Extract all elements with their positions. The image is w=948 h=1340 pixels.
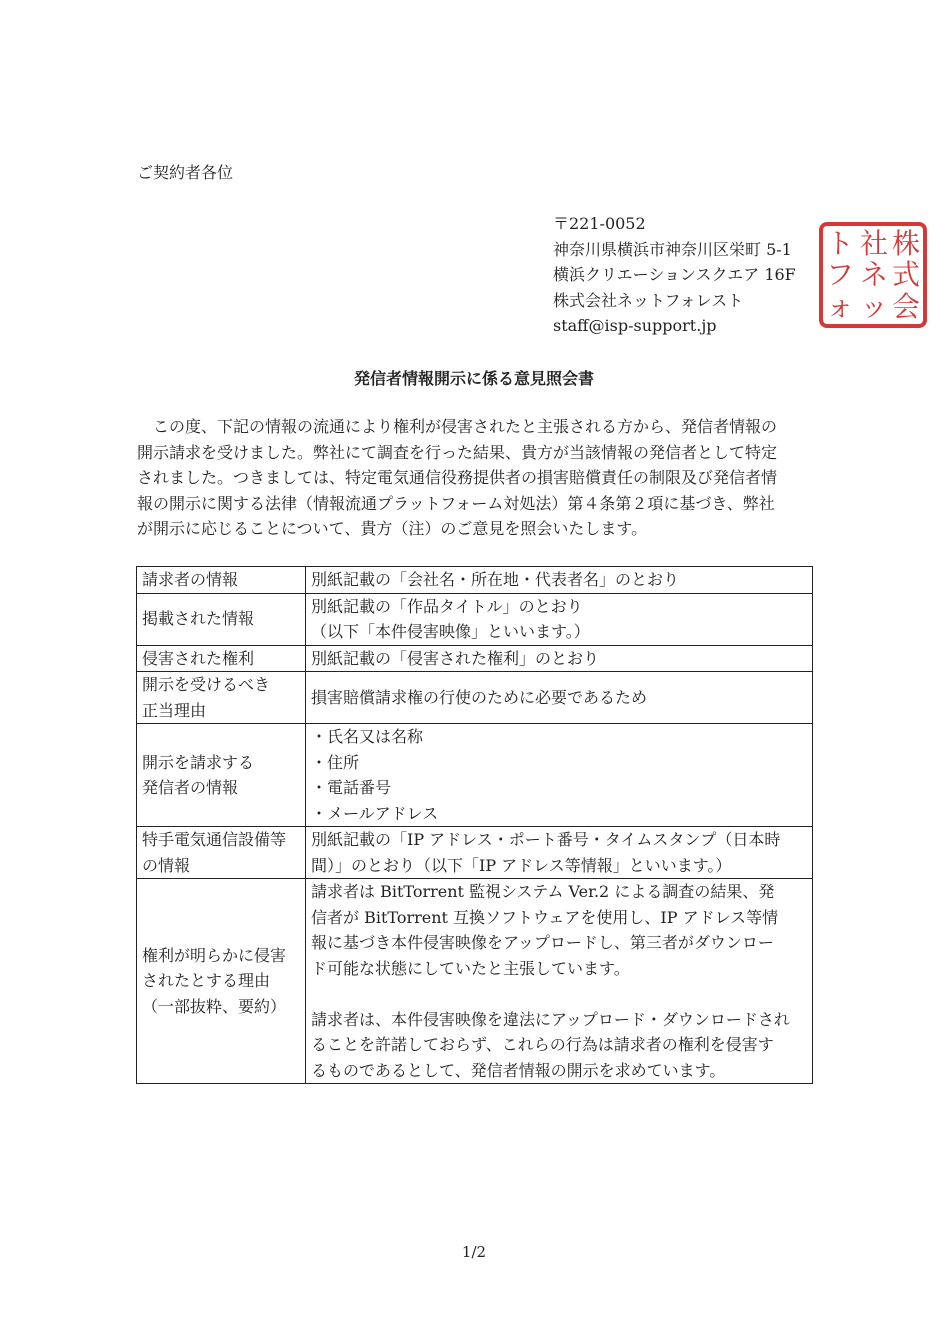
company-seal-stamp [818,221,928,329]
row-header-line: されたとする理由 [142,971,271,991]
svg-text:株: 株 [891,227,921,260]
row-header-line: 正当理由 [142,700,207,720]
row-header-line: 特手電気通信設備等 [142,830,287,849]
table-row [137,827,813,879]
row-header [137,879,306,1084]
row-value-line: ・氏名又は名称 [311,727,424,746]
row-header-line: 権利が明らかに侵害 [142,945,287,965]
svg-text:ト: ト [825,227,855,260]
sender-address-block [553,211,796,339]
svg-text:ォ: ォ [825,290,855,323]
page-number: 1/2 [461,1243,487,1261]
row-header [137,672,306,724]
svg-text:ネ: ネ [859,258,889,291]
row-value-line: 損害賠償請求権の行使のために必要であるため [311,687,648,707]
row-value-line: ることを許諾しておらず、これらの行為は請求者の権利を侵害す [311,1035,774,1054]
row-value-line: ・メールアドレス [311,803,439,823]
row-value-line: ド可能な状態にしていたと主張しています。 [311,958,630,978]
row-header-line: 発信者の情報 [142,778,239,797]
row-value-line [311,981,807,1007]
row-value [306,724,813,827]
row-header [137,645,306,672]
svg-text:会: 会 [891,290,921,323]
row-value [306,593,813,645]
row-value [306,567,813,594]
row-value [306,827,813,879]
svg-text:フ: フ [825,258,855,291]
row-value-line: （以下「本件侵害映像」といいます。） [311,622,590,641]
table-row [137,724,813,827]
row-header [137,724,306,827]
table-row [137,879,813,1084]
info-table [136,566,813,1084]
svg-text:ッ: ッ [859,290,889,323]
body-line: されました。つきましては、特定電気通信役務提供者の損害賠償責任の制限及び発信者情 [137,468,778,487]
address-line-1: 神奈川県横浜市神奈川区栄町 5-1 [553,239,792,259]
body-line: 開示請求を受けました。弊社にて調査を行った結果、貴方が当該情報の発信者として特定 [137,442,778,462]
salutation: ご契約者各位 [137,163,234,182]
row-value-line: 報に基づき本件侵害映像をアップロードし、第三者がダウンロー [311,933,774,952]
row-header-line: （一部抜粋、要約） [142,996,287,1016]
row-header-line: の情報 [142,855,191,875]
row-value [306,879,813,1084]
row-value [306,645,813,672]
row-header-line: 請求者の情報 [142,570,239,589]
svg-text:式: 式 [891,258,921,291]
row-value-line: 別紙記載の「会社名・所在地・代表者名」のとおり [311,570,680,589]
row-value-line: 信者が BitTorrent 互換ソフトウェアを使用し、IP アドレス等情 [311,907,779,927]
row-value-line: 間）」のとおり（以下「IP アドレス等情報」といいます。） [311,855,732,875]
row-value-line: 別紙記載の「侵害された権利」のとおり [311,648,600,668]
row-value [306,672,813,724]
postal-code: 〒221-0052 [553,214,646,233]
body-line: が開示に応じることについて、貴方（注）のご意見を照会いたします。 [137,519,648,538]
row-header-line: 開示を請求する [142,752,255,772]
body-line: この度、下記の情報の流通により権利が侵害されたと主張される方から、発信者情報の [137,417,778,436]
email: staff@isp-support.jp [553,316,717,335]
row-value-line: ・電話番号 [311,778,392,797]
table-row [137,672,813,724]
row-header [137,827,306,879]
table-row [137,645,813,672]
body-paragraph [137,414,777,542]
body-line: 報の開示に関する法律（情報流通プラットフォーム対処法）第４条第２項に基づき、弊社 [137,493,775,513]
row-header-line: 開示を受けるべき [142,675,271,694]
row-value-line: 請求者は BitTorrent 監視システム Ver.2 による調査の結果、発 [311,882,775,901]
row-header [137,567,306,594]
row-value-line: るものであるとして、発信者情報の開示を求めています。 [311,1060,726,1080]
svg-text:社: 社 [859,227,889,260]
row-value-line: 請求者は、本件侵害映像を違法にアップロード・ダウンロードされ [311,1009,790,1029]
address-line-2: 横浜クリエーションスクエア 16F [553,265,796,284]
table-row [137,593,813,645]
document-title: 発信者情報開示に係る意見照会書 [353,369,594,388]
table-row [137,567,813,594]
row-value-line: 別紙記載の「IP アドレス・ポート番号・タイムスタンプ（日本時 [311,830,781,849]
row-value-line: 別紙記載の「作品タイトル」のとおり [311,596,583,616]
company-name: 株式会社ネットフォレスト [553,290,744,310]
row-header [137,593,306,645]
row-header-line: 掲載された情報 [142,609,255,629]
row-header-line: 侵害された権利 [142,648,255,668]
row-value-line: ・住所 [311,752,360,772]
